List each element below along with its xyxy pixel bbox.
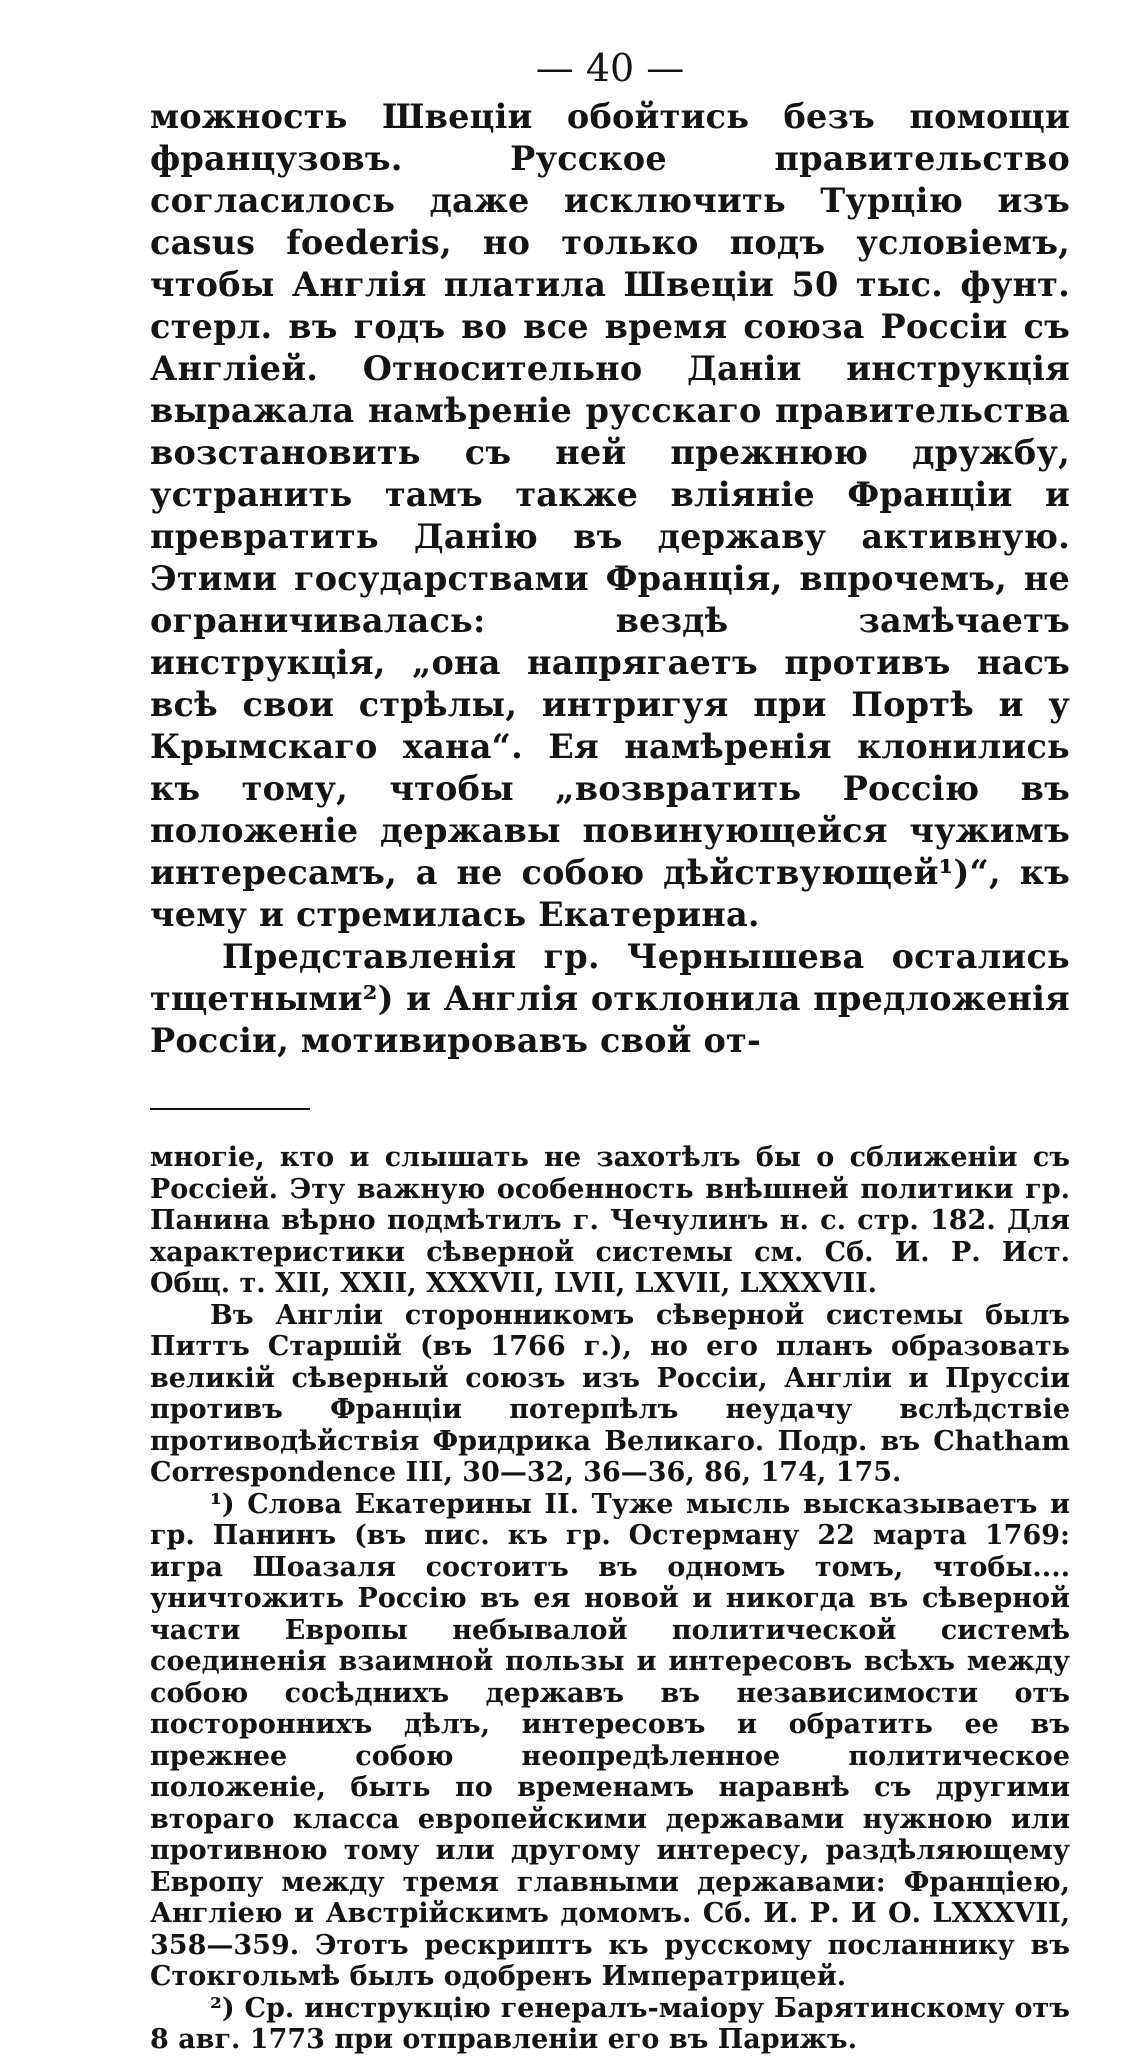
book-page — [150, 40, 1070, 2056]
main-paragraph-2: Представленiя гр. Чернышева остались тщетными²) и Англiя отклонила предложенiя Россiи, мотивировавъ свой от- — [150, 937, 1070, 1060]
footnote-continuation: многiе, кто и слышать не захотѣлъ бы о сближенiи съ Россiей. Эту важную особенность внѣшней политики гр. Панина вѣрно подмѣтилъ г. Чечулинъ н. с. стр. 182. Для характеристики сѣверной системы см. Сб. И. Р. Ист. Общ. т. XII, XXII, XXXVII, LVII, LXVII, LXXXVII. — [150, 1142, 1070, 1299]
main-paragraph-1: можность Швецiи обойтись безъ помощи французовъ. Русское правительство согласилось даже исключить Турцiю изъ casus foederis, но только подъ условiемъ, чтобы Англiя платила Швецiи 50 тыс. фунт. стерл. въ годъ во все время союза Россiи съ Англiей. Относительно Данiи инструкцiя выражала намѣренiе русскаго правительства возстановить съ ней прежнюю дружбу, устранить тамъ также влiянiе Францiи и превратить Данiю въ державу активную. Этими государствами Францiя, впрочемъ, не ограничивалась: вездѣ замѣчаетъ инструкцiя, „она напрягаетъ противъ насъ всѣ свои стрѣлы, интригуя при Портѣ и у Крымскаго хана“. Ея намѣренiя клонились къ тому, чтобы „возвратить Россiю въ положенiе державы повинующейся чужимъ интересамъ, а не собою дѣйствующей¹)“, къ чему и стремилась Екатерина. — [150, 97, 1070, 934]
footnote-2: ²) Ср. инструкцiю генералъ-маiору Барятинскому отъ 8 авг. 1773 при отправленiи его въ Парижъ. — [150, 1992, 1070, 2055]
footnote-divider — [150, 1108, 310, 1110]
footnote-pitt: Въ Англiи сторонникомъ сѣверной системы былъ Питтъ Старшiй (въ 1766 г.), но его планъ образовать великiй сѣверный союзъ изъ Россiи, Англiи и Пруссiи противъ Францiи потерпѣлъ неудачу вслѣдствiе противодѣйствiя Фридрика Великаго. Подр. въ Chatham Correspondence III, 30—32, 36—36, 86, 174, 175. — [150, 1299, 1070, 1488]
main-text — [150, 96, 1070, 1062]
footnotes — [150, 1142, 1070, 2056]
page-number: — 40 — — [535, 46, 685, 90]
footnote-1: ¹) Слова Екатерины II. Туже мысль высказываетъ и гр. Панинъ (въ пис. къ гр. Остерману 22 марта 1769: игра Шоазаля состоитъ въ одномъ томъ, чтобы.... уничтожить Россiю въ ея новой и никогда въ сѣверной части Европы небывалой политической системѣ соединенiя взаимной пользы и интересовъ всѣхъ между собою сосѣднихъ державъ въ независимости отъ постороннихъ дѣлъ, интересовъ и обратить ее въ прежнее собою неопредѣленное политическое положенiе, быть по временамъ наравнѣ съ другими втораго класса европейскими державами нужною или противною тому или другому интересу, раздѣляющему Европу между тремя главными державами: Францiею, Англiею и Австрiйскимъ домомъ. Сб. И. Р. И О. LXXXVII, 358—359. Этотъ рескриптъ къ русскому посланнику въ Стокгольмѣ былъ одобренъ Императрицей. — [150, 1488, 1070, 1992]
